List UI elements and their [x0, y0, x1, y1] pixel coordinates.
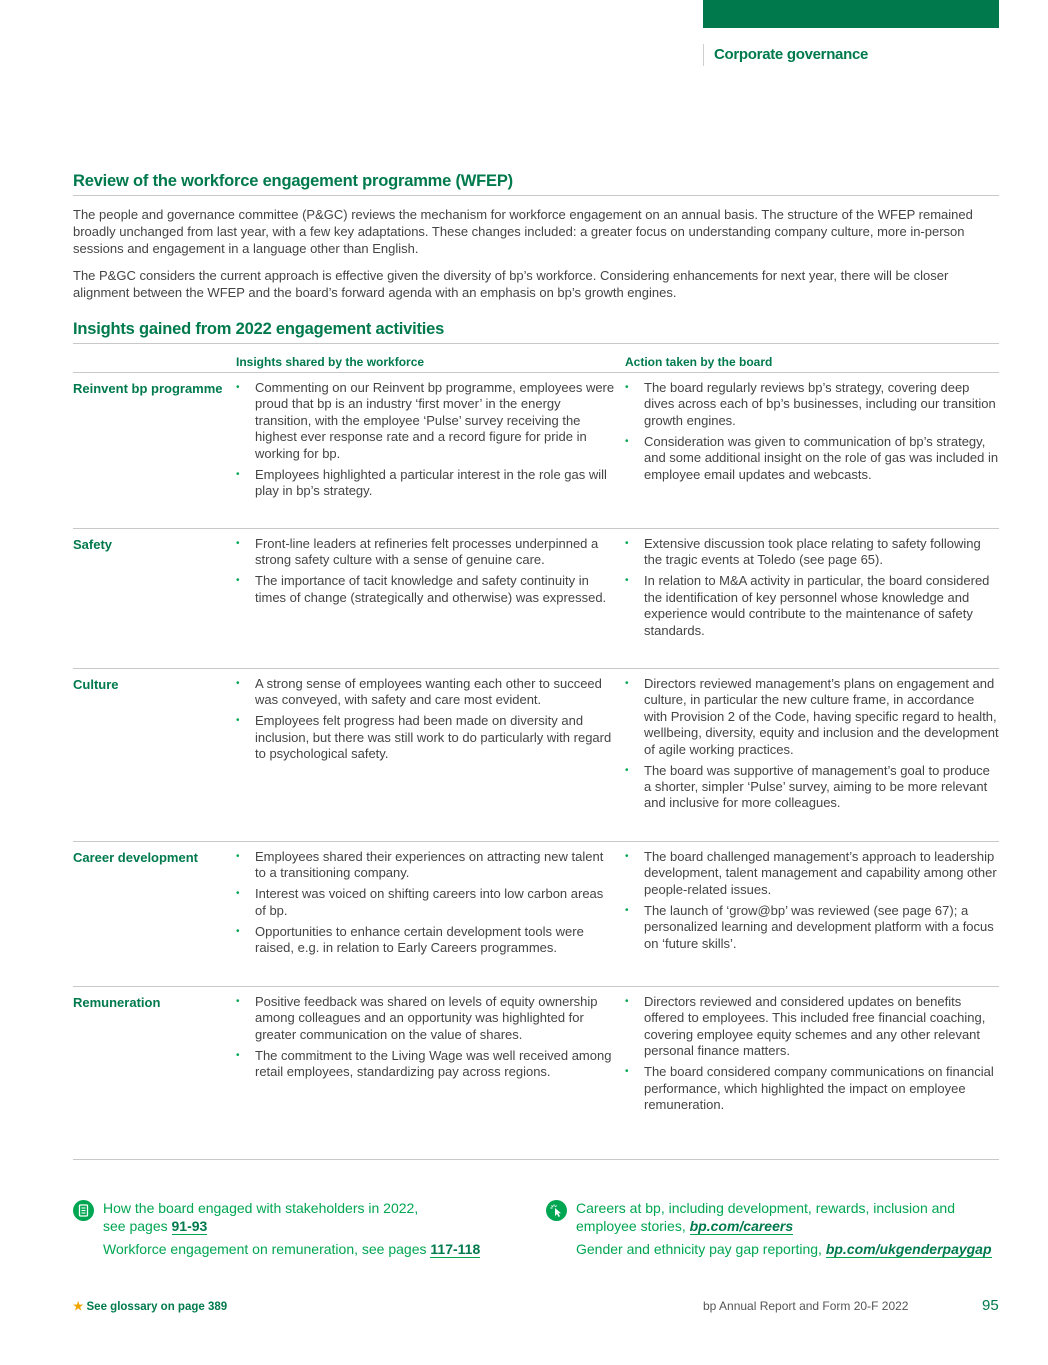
divider	[73, 1159, 999, 1160]
wfep-heading: Review of the workforce engagement programme (WFEP)	[73, 172, 999, 196]
table-row	[73, 987, 999, 1147]
list-item: • Extensive discussion took place relating to safety following the tragic events at Toledo (see page 65).	[625, 536, 999, 569]
link-text: Workforce engagement on remuneration, see pages	[103, 1241, 431, 1257]
section-title: Corporate governance	[703, 44, 868, 66]
table-row	[73, 669, 999, 842]
list-item: • The launch of ‘grow@bp’ was reviewed (see page 67); a personalized learning and development platform with a focus on ‘future skills’.	[625, 903, 999, 952]
list-item: • The board challenged management’s approach to leadership development, talent management and capability among other people-related issues.	[625, 849, 999, 898]
column-header-board: Action taken by the board	[625, 355, 773, 369]
report-title: bp Annual Report and Form 20-F 2022	[703, 1299, 909, 1313]
row-label: Culture	[73, 677, 119, 692]
header-color-bar	[703, 0, 999, 28]
table-row	[73, 529, 999, 669]
list-item: • Positive feedback was shared on levels of equity ownership among colleagues and an opportunity was highlighted for greater communication on the value of shares.	[236, 994, 616, 1043]
link-text: employee stories,	[576, 1218, 690, 1234]
list-item: • Consideration was given to communication of bp’s strategy, and some additional insight on the role of gas was included in employee email updates and webcasts.	[625, 434, 999, 483]
glossary-link[interactable]: See glossary on page 389	[86, 1301, 228, 1313]
row-label: Reinvent bp programme	[73, 381, 223, 396]
star-icon: ★	[73, 1301, 84, 1313]
glossary-note	[73, 1299, 227, 1313]
list-item: • Opportunities to enhance certain development tools were raised, e.g. in relation to Early Careers programmes.	[236, 924, 616, 957]
list-item: • Interest was voiced on shifting careers into low carbon areas of bp.	[236, 886, 616, 919]
list-item: • The board considered company communications on financial performance, which highlighted the impact on employee remuneration.	[625, 1064, 999, 1113]
link-text: Careers at bp, including development, rewards, inclusion and	[576, 1200, 955, 1216]
document-icon	[73, 1200, 94, 1221]
list-item: • Directors reviewed and considered updates on benefits offered to employees. This included free financial coaching, covering employee equity schemes and any other relevant personal finance matters.	[625, 994, 999, 1060]
link-text: Gender and ethnicity pay gap reporting,	[576, 1241, 826, 1257]
list-item: • The board was supportive of management’s goal to produce a shorter, simpler ‘Pulse’ survey, aiming to be more relevant and inclusive for more colleagues.	[625, 763, 999, 812]
list-item: • The commitment to the Living Wage was well received among retail employees, standardizing pay across regions.	[236, 1048, 616, 1081]
link-text: How the board engaged with stakeholders in 2022,	[103, 1200, 419, 1216]
column-header-workforce: Insights shared by the workforce	[236, 355, 425, 369]
wfep-paragraph: The people and governance committee (P&GC) reviews the mechanism for workforce engagement on an annual basis. The structure of the WFEP remained broadly unchanged from last year, with a few key adaptations. These changes included: a greater focus on understanding company culture, more in-person sessions and engagement in a language other than English.	[73, 207, 973, 256]
insights-table	[73, 352, 999, 1147]
insights-heading: Insights gained from 2022 engagement activities	[73, 320, 999, 344]
page-reference-link[interactable]: 117-118	[430, 1241, 481, 1257]
list-item: • Employees shared their experiences on attracting new talent to a transitioning company.	[236, 849, 616, 882]
list-item: • A strong sense of employees wanting each other to succeed was conveyed, with safety and care most evident.	[236, 676, 616, 709]
list-item: • Directors reviewed management’s plans on engagement and culture, in particular the new culture frame, in accordance with Provision 2 of the Code, having specific regard to health, wellbeing, diversity, equity and inclusion and the development of agile working practices.	[625, 676, 999, 758]
pay-gap-url-link[interactable]: bp.com/ukgenderpaygap	[825, 1241, 992, 1257]
wfep-paragraph: The P&GC considers the current approach is effective given the diversity of bp’s workforce. Considering enhancements for next year, there will be closer alignment between the WFEP and the board’s forward agenda with an emphasis on bp’s growth engines.	[73, 268, 949, 300]
link-text: see pages	[103, 1218, 172, 1234]
page-number: 95	[982, 1297, 999, 1314]
list-item: • Employees highlighted a particular interest in the role gas will play in bp’s strategy.	[236, 467, 616, 500]
table-header	[73, 352, 999, 373]
list-item: • In relation to M&A activity in particular, the board considered the identification of key personnel whose knowledge and experience would contribute to the maintenance of safety standards.	[625, 573, 999, 639]
row-label: Safety	[73, 537, 113, 552]
list-item: • The importance of tacit knowledge and safety continuity in times of change (strategically and otherwise) was expressed.	[236, 573, 616, 606]
list-item: • Employees felt progress had been made on diversity and inclusion, but there was still work to do particularly with regard to psychological safety.	[236, 713, 616, 762]
list-item: • Front-line leaders at refineries felt processes underpinned a strong safety culture with a sense of genuine care.	[236, 536, 616, 569]
table-row	[73, 373, 999, 529]
page-reference-link[interactable]: 91-93	[171, 1218, 208, 1234]
row-label: Career development	[73, 850, 198, 865]
cursor-click-icon	[546, 1200, 567, 1221]
row-label: Remuneration	[73, 995, 161, 1010]
careers-url-link[interactable]: bp.com/careers	[689, 1218, 794, 1234]
table-row	[73, 842, 999, 987]
list-item: • Commenting on our Reinvent bp programme, employees were proud that bp is an industry ‘first mover’ in the energy transition, with the employee ‘Pulse’ survey receiving the highest ever response rate and a record figure for pride in working for bp.	[236, 380, 616, 462]
list-item: • The board regularly reviews bp’s strategy, covering deep dives across each of bp’s businesses, including our transition growth engines.	[625, 380, 999, 429]
